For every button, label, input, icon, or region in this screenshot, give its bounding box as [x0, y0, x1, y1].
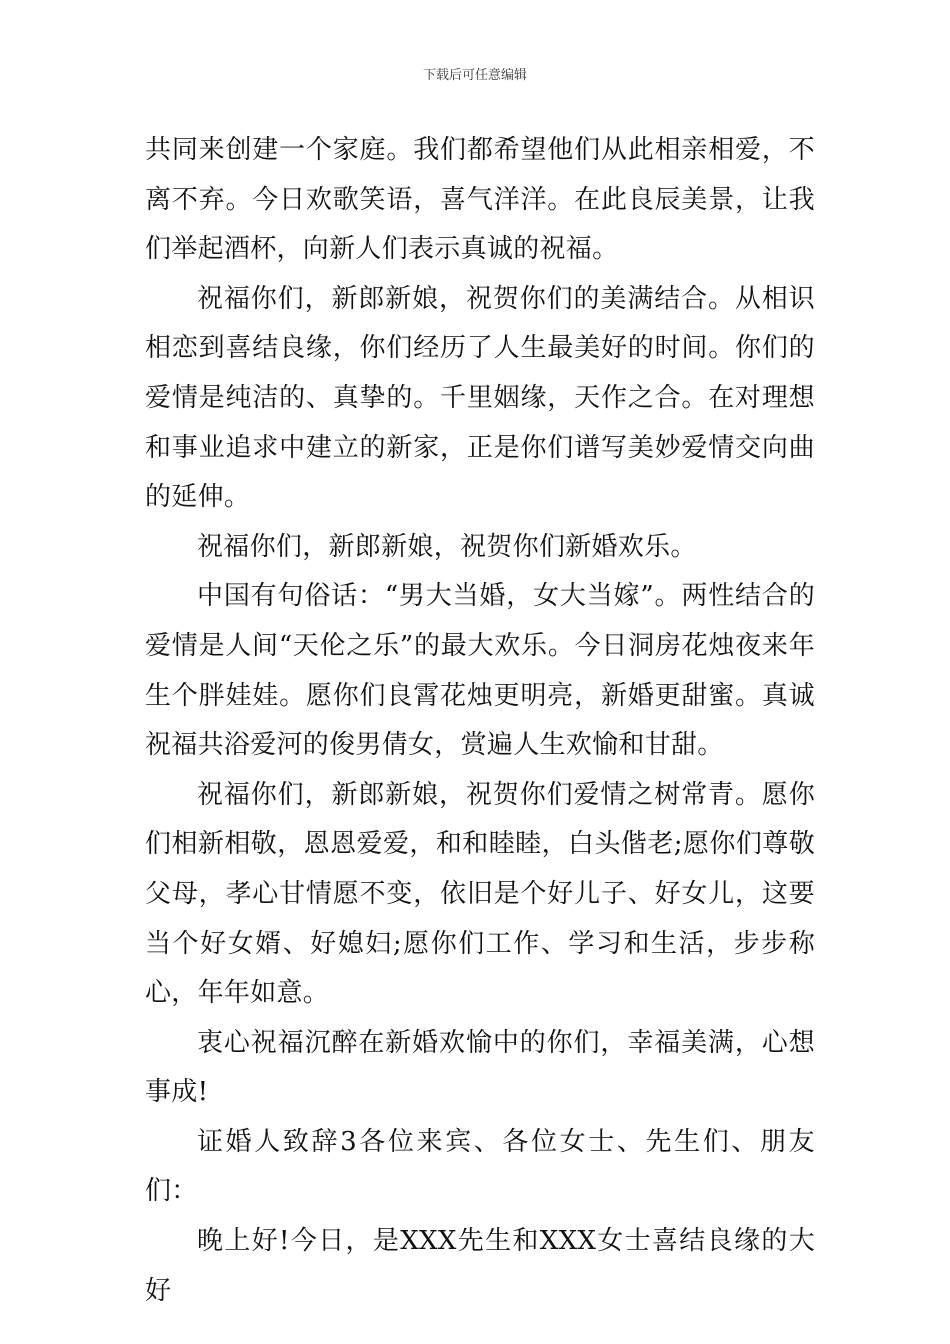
paragraph: 祝福你们，新郎新娘，祝贺你们新婚欢乐。 — [197, 531, 697, 562]
paragraph: 祝福你们，新郎新娘，祝贺你们爱情之树常青。愿你们相新相敬，恩恩爱爱，和和睦睦，白头偕老;愿你们尊敬父母，孝心甘情愿不变，依旧是个好儿子、好女儿，这要当个好女婿、好媳妇;愿你们工作、学习和生活，步步称心，年年如意。 — [145, 779, 815, 1009]
paragraph: 晚上好!今日，是XXX先生和XXX女士喜结良缘的大好 — [145, 1226, 815, 1306]
document-body — [145, 126, 815, 1316]
paragraph: 中国有句俗话：“男大当婚，女大当嫁”。两性结合的爱情是人间“天伦之乐”的最大欢乐。今日洞房花烛夜来年生个胖娃娃。愿你们良霄花烛更明亮，新婚更甜蜜。真诚祝福共浴爱河的俊男倩女，赏遍人生欢愉和甘甜。 — [145, 581, 815, 761]
paragraph: 共同来创建一个家庭。我们都希望他们从此相亲相爱，不离不弃。今日欢歌笑语，喜气洋洋。在此良辰美景，让我们举起酒杯，向新人们表示真诚的祝福。 — [145, 135, 815, 265]
paragraph: 衷心祝福沉醉在新婚欢愉中的你们，幸福美满，心想事成! — [145, 1027, 815, 1108]
page-header: 下载后可任意编辑 — [422, 68, 527, 83]
paragraph: 证婚人致辞3各位来宾、各位女士、先生们、朋友们： — [145, 1126, 815, 1207]
paragraph: 祝福你们，新郎新娘，祝贺你们的美满结合。从相识相恋到喜结良缘，你们经历了人生最美好的时间。你们的爱情是纯洁的、真挚的。千里姻缘，天作之合。在对理想和事业追求中建立的新家，正是你们谱写美妙爱情交向曲的延伸。 — [145, 283, 815, 513]
